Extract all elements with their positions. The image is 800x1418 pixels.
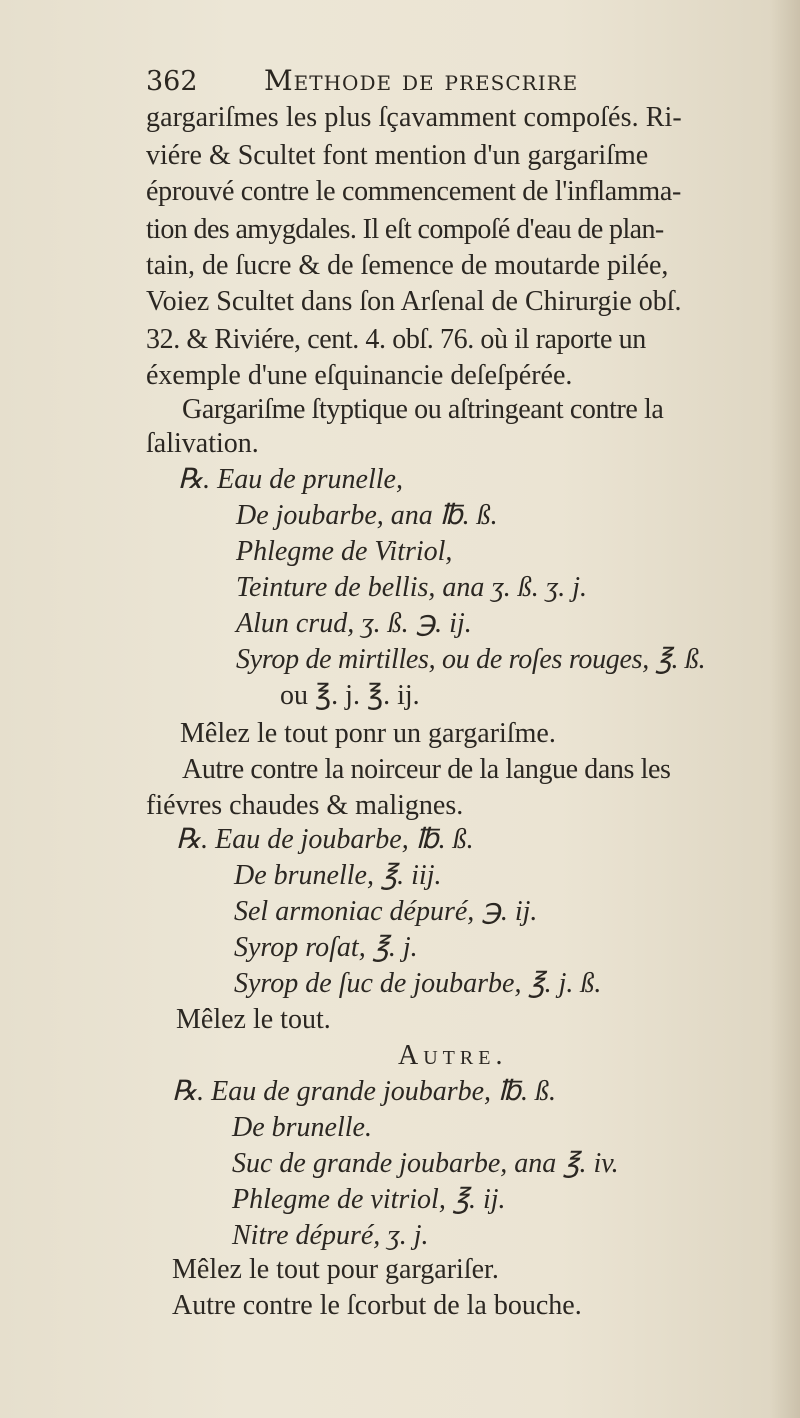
text-line: viére & Scultet font mention d'un gargariſme	[146, 140, 649, 171]
recipe-line: Nitre dépuré, ʒ. j.	[232, 1220, 429, 1251]
text-line: fiévres chaudes & malignes.	[146, 790, 464, 821]
recipe-line: De brunelle, ℥. iij.	[234, 860, 442, 891]
running-title: Methode de prescrire	[264, 64, 579, 97]
recipe-line: Sel armoniac dépuré, ℈. ij.	[234, 896, 538, 927]
text-line: gargariſmes les plus ſçavamment compoſés. Ri-	[146, 102, 682, 133]
text-line: 32. & Riviére, cent. 4. obſ. 76. où il raporte un	[146, 324, 646, 355]
recipe-line: Syrop de mirtilles, ou de roſes rouges, ℥. ß.	[236, 644, 706, 675]
recipe-line: ou ℥. j. ℥. ij.	[280, 680, 420, 711]
recipe-line: ℞. Eau de grande joubarbe, ℔. ß.	[172, 1076, 556, 1107]
text-line: tion des amygdales. Il eſt compoſé d'eau de plan-	[146, 214, 664, 245]
section-title: Autre.	[398, 1040, 508, 1071]
recipe-line: Syrop roſat, ℥. j.	[234, 932, 418, 963]
recipe-line: ℞. Eau de prunelle,	[178, 464, 403, 495]
text-line: Voiez Scultet dans ſon Arſenal de Chirurgie obſ.	[146, 286, 682, 317]
recipe-line: Suc de grande joubarbe, ana ℥. iv.	[232, 1148, 619, 1179]
text-line: ſalivation.	[146, 428, 259, 459]
text-line: tain, de ſucre & de ſemence de moutarde pilée,	[146, 250, 669, 281]
recipe-line: De joubarbe, ana ℔. ß.	[236, 500, 498, 531]
page-number: 362	[146, 66, 198, 97]
text-line: Gargariſme ſtyptique ou aſtringeant contre la	[182, 394, 664, 425]
text-line: Autre contre le ſcorbut de la bouche.	[172, 1290, 582, 1321]
recipe-line: ℞. Eau de joubarbe, ℔. ß.	[176, 824, 474, 855]
text-line: Mêlez le tout ponr un gargariſme.	[180, 718, 556, 749]
text-line: éxemple d'une eſquinancie deſeſpérée.	[146, 360, 573, 391]
text-line: Mêlez le tout pour gargariſer.	[172, 1254, 499, 1285]
recipe-line: Alun crud, ʒ. ß. ℈. ij.	[236, 608, 472, 639]
recipe-line: De brunelle.	[232, 1112, 372, 1143]
text-line: Mêlez le tout.	[176, 1004, 331, 1035]
recipe-line: Syrop de ſuc de joubarbe, ℥. j. ß.	[234, 968, 602, 999]
recipe-line: Teinture de bellis, ana ʒ. ß. ʒ. j.	[236, 572, 587, 603]
recipe-line: Phlegme de vitriol, ℥. ij.	[232, 1184, 506, 1215]
text-line: éprouvé contre le commencement de l'inflamma-	[146, 176, 681, 207]
running-header	[146, 60, 666, 100]
text-line: Autre contre la noirceur de la langue dans les	[182, 754, 671, 785]
recipe-line: Phlegme de Vitriol,	[236, 536, 453, 567]
